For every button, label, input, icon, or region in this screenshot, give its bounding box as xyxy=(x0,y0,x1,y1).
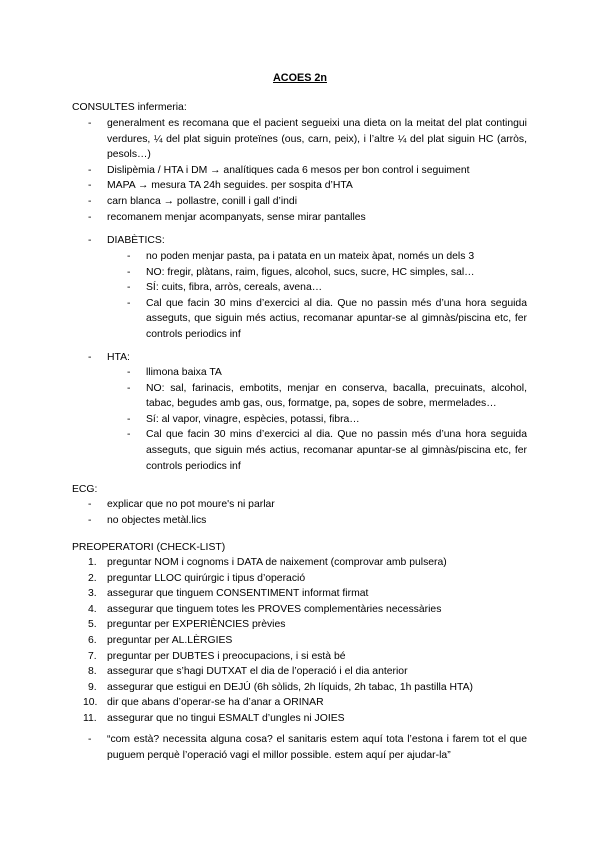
patient-quote: - “com està? necessita alguna cosa? el sanitaris estem aquí tota l’estona i farem tot el que puguem perquè l’operació vagi el millor possible. estem aquí per ajudar-la” xyxy=(72,732,527,763)
hta-label: - HTA: xyxy=(72,350,527,366)
list-item: - MAPA → mesura TA 24h seguides. per sospita d’HTA xyxy=(72,178,527,194)
hta-list xyxy=(126,365,527,474)
diabetics-label: - DIABÈTICS: xyxy=(72,233,527,249)
checklist-text: preguntar per DUBTES i preocupacions, i si està bé xyxy=(107,650,346,662)
checklist-item xyxy=(72,680,527,696)
checklist-number: 3. xyxy=(88,588,97,600)
checklist-item xyxy=(72,571,527,587)
checklist-item xyxy=(72,695,527,711)
list-item: - Dislipèmia / HTA i DM → analítiques cada 6 mesos per bon control i seguiment xyxy=(72,163,527,179)
list-item: - Cal que facin 30 mins d’exercici al dia. Que no passin més d’una hora seguida asseguts, que siguin més actius, recomanar apuntar-se al gimnàs/piscina etc, fer controls periodics inf xyxy=(126,296,527,343)
checklist-text: preguntar per AL.LÈRGIES xyxy=(107,634,233,646)
checklist-number: 11. xyxy=(83,712,97,724)
checklist-number: 1. xyxy=(88,557,97,568)
consultes-list xyxy=(72,116,527,225)
checklist-item xyxy=(72,649,527,665)
checklist-item xyxy=(72,664,527,680)
list-item: - carn blanca → pollastre, conill i gall d’indi xyxy=(72,194,527,210)
checklist-text: assegurar que tinguem CONSENTIMENT informat firmat xyxy=(107,588,369,600)
checklist-number: 10. xyxy=(83,697,98,709)
list-item: - generalment es recomana que el pacient segueixi una dieta on la meitat del plat contingui verdures, ¼ del plat siguin proteïnes (ous, carn, peix), i l’altre ¼ del plat siguin HC (arròs, pesols…) xyxy=(72,116,527,163)
ecg-heading: ECG: xyxy=(72,484,98,495)
checklist-text: assegurar que s’hagi DUTXAT el dia de l’operació i el dia anterior xyxy=(107,666,408,678)
consultes-heading: CONSULTES infermeria: xyxy=(72,102,187,113)
list-item: - recomanem menjar acompanyats, sense mirar pantalles xyxy=(72,210,527,226)
checklist-text: assegurar que estigui en DEJÚ (6h sòlids, 2h líquids, 2h tabac, 1h pastilla HTA) xyxy=(107,681,473,693)
diabetics-section xyxy=(72,233,527,249)
checklist-number: 5. xyxy=(88,619,97,631)
preoperatori-heading: PREOPERATORI (CHECK-LIST) xyxy=(72,542,226,553)
checklist-number: 7. xyxy=(88,650,97,662)
checklist-text: assegurar que no tingui ESMALT d’ungles ni JOIES xyxy=(107,712,345,724)
checklist-number: 2. xyxy=(88,572,97,584)
list-item: - Cal que facin 30 mins d’exercici al dia. Que no passin més d’una hora seguida asseguts, que siguin més actius, recomanar apuntar-se al gimnàs/piscina etc, fer controls periodics inf xyxy=(126,427,527,474)
checklist-item xyxy=(72,633,527,649)
checklist-number: 8. xyxy=(88,666,97,678)
list-item: - SÍ: cuits, fibra, arròs, cereals, avena… xyxy=(126,280,527,296)
checklist-text: dir que abans d’operar-se ha d’anar a ORINAR xyxy=(107,697,324,709)
list-item: - explicar que no pot moure's ni parlar xyxy=(72,497,527,513)
preoperatori-checklist xyxy=(72,555,527,727)
hta-section xyxy=(72,350,527,366)
page-title: ACOES 2n xyxy=(273,72,327,84)
checklist-number: 6. xyxy=(88,634,97,646)
list-item: - no poden menjar pasta, pa i patata en un mateix àpat, només un dels 3 xyxy=(126,249,527,265)
checklist-item xyxy=(72,586,527,602)
checklist-item xyxy=(72,602,527,618)
checklist-text: preguntar LLOC quirúrgic i tipus d’operació xyxy=(107,572,306,584)
checklist-item xyxy=(72,711,527,727)
diabetics-list xyxy=(126,249,527,343)
checklist-number: 9. xyxy=(88,681,97,693)
quote-list xyxy=(72,732,527,763)
list-item: - Sí: al vapor, vinagre, espècies, potassi, fibra… xyxy=(126,412,527,428)
list-item: - NO: sal, farinacis, embotits, menjar en conserva, bacalla, precuinats, alcohol, tabac, begudes amb gas, ous, formatge, pa, sopes de sobre, mermelades… xyxy=(126,381,527,412)
list-item: - NO: fregir, plàtans, raim, figues, alcohol, sucs, sucre, HC simples, sal… xyxy=(126,265,527,281)
checklist-text: assegurar que tinguem totes les PROVES complementàries necessàries xyxy=(107,603,442,615)
list-item: - llimona baixa TA xyxy=(126,365,527,381)
checklist-number: 4. xyxy=(88,603,97,615)
checklist-item xyxy=(72,555,527,571)
list-item: - no objectes metàl.lics xyxy=(72,513,527,529)
ecg-list xyxy=(72,497,527,528)
checklist-text: preguntar NOM i cognoms i DATA de naixement (comprovar amb pulsera) xyxy=(107,557,447,568)
checklist-text: preguntar per EXPERIÈNCIES prèvies xyxy=(107,619,286,631)
checklist-item xyxy=(72,617,527,633)
